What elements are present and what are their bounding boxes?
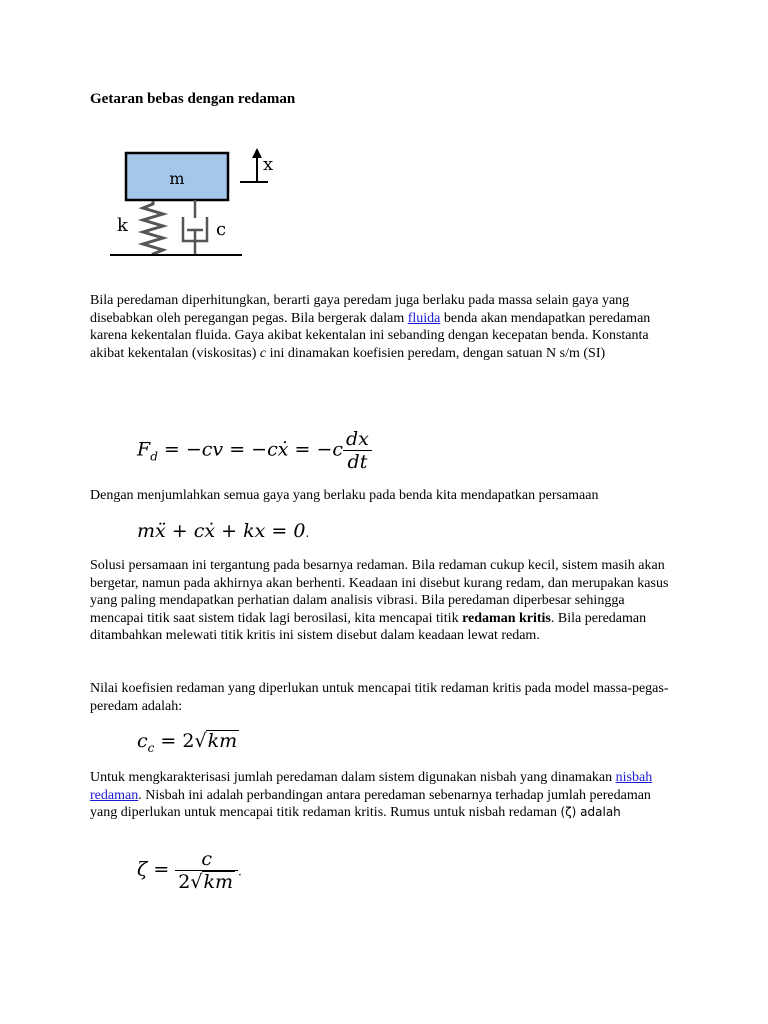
eq2-text: mẍ + cẋ + kx = 0 — [137, 520, 306, 542]
paragraph-damping-ratio — [90, 769, 680, 822]
mass-spring-damper-diagram — [100, 140, 290, 265]
damper-label: c — [216, 219, 227, 240]
paragraph-text: Bila peredaman diperhitungkan, berarti gaya peredam juga berlaku pada massa selain gaya yang disebabkan oleh peregangan pegas. Bila bergerak dalam — [90, 293, 630, 326]
paragraph-solution — [90, 557, 680, 645]
eq4-den-coef: 2 — [178, 871, 191, 893]
link-fluida[interactable]: fluida — [407, 310, 441, 326]
eq1-frac-num: dx — [343, 428, 372, 451]
eq4-den-radicand: km — [203, 871, 234, 893]
spring-label: k — [117, 215, 128, 236]
eq4-tail: . — [238, 864, 242, 879]
paragraph-critical-coefficient: Nilai koefisien redaman yang diperlukan untuk mencapai titik redaman kritis pada model massa-pegas-peredam adalah: — [90, 681, 669, 714]
mass-label: m — [169, 169, 185, 188]
eq3-radicand: km — [207, 730, 238, 752]
eq3-lhs: c — [137, 730, 148, 752]
spring — [143, 201, 163, 255]
sqrt-sign: √ — [194, 730, 207, 752]
paragraph-text: ini dinamakan koefisien peredam, dengan satuan N s/m (SI) — [266, 345, 606, 361]
eq4-fraction — [175, 848, 238, 893]
equation-damping-force — [137, 428, 372, 473]
paragraph-text: . Bila peredaman ditambahkan melewati titik kritis ini sistem disebut dalam keadaan lewat redam. — [90, 610, 647, 644]
paragraph-text: Untuk mengkarakterisasi jumlah peredaman dalam sistem digunakan nisbah yang dinamakan — [90, 770, 616, 785]
eq1-fraction — [343, 428, 372, 473]
eq4-num: c — [175, 848, 238, 871]
eq1-frac-den: dt — [347, 451, 368, 473]
paragraph-text: benda akan mendapatkan peredaman karena kekentalan fluida. Gaya akibat kekentalan ini sebanding dengan kecepatan benda. Konstanta akibat kekentalan (viskositas) — [90, 310, 651, 361]
variable-c: c — [259, 345, 267, 361]
eq1-lhs-sub: d — [150, 449, 158, 464]
paragraph-sum-forces: Dengan menjumlahkan semua gaya yang berlaku pada benda kita mendapatkan persamaan — [90, 488, 599, 503]
eq4-den — [175, 871, 238, 893]
paragraph-text: Solusi persamaan ini tergantung pada besarnya redaman. Bila redaman cukup kecil, sistem masih akan bergetar, namun pada akhirnya akan berhenti. Keadaan ini disebut kurang redam, dan merupakan kasus yang paling mendapatkan perhatian dalam analisis vibrasi. Bila peredaman diperbesar sehingga mencapai titik saat sistem tidak lagi berosilasi, kita mencapai titik — [90, 558, 669, 626]
page-title: Getaran bebas dengan redaman — [90, 91, 296, 107]
link-nisbah-redaman[interactable]: nisbah redaman — [90, 770, 653, 803]
damper — [183, 200, 207, 255]
sqrt-sign: √ — [190, 871, 203, 893]
zeta-symbol-text: (ζ) adalah — [560, 805, 621, 820]
eq1-lhs: F — [137, 438, 151, 461]
paragraph-damping-force — [90, 292, 680, 362]
bold-redaman-kritis: redaman kritis — [462, 610, 551, 626]
displacement-label: x — [263, 154, 274, 175]
equation-critical-damping — [137, 730, 239, 755]
equation-damping-ratio — [137, 848, 242, 893]
eq4-lhs: ζ = — [137, 858, 176, 881]
paragraph-text: . Nisbah ini adalah perbandingan antara peredaman sebenarnya terhadap jumlah peredaman yang diperlukan untuk mencapai titik redaman kritis. Rumus untuk nisbah redaman — [90, 787, 651, 821]
eq3-lhs-sub: c — [147, 740, 155, 755]
eq1-mid: = −cv = −cẋ = −c — [157, 438, 344, 461]
eq2-tail: . — [305, 526, 310, 540]
eq3-mid: = 2 — [154, 730, 195, 752]
equation-motion — [137, 520, 309, 542]
